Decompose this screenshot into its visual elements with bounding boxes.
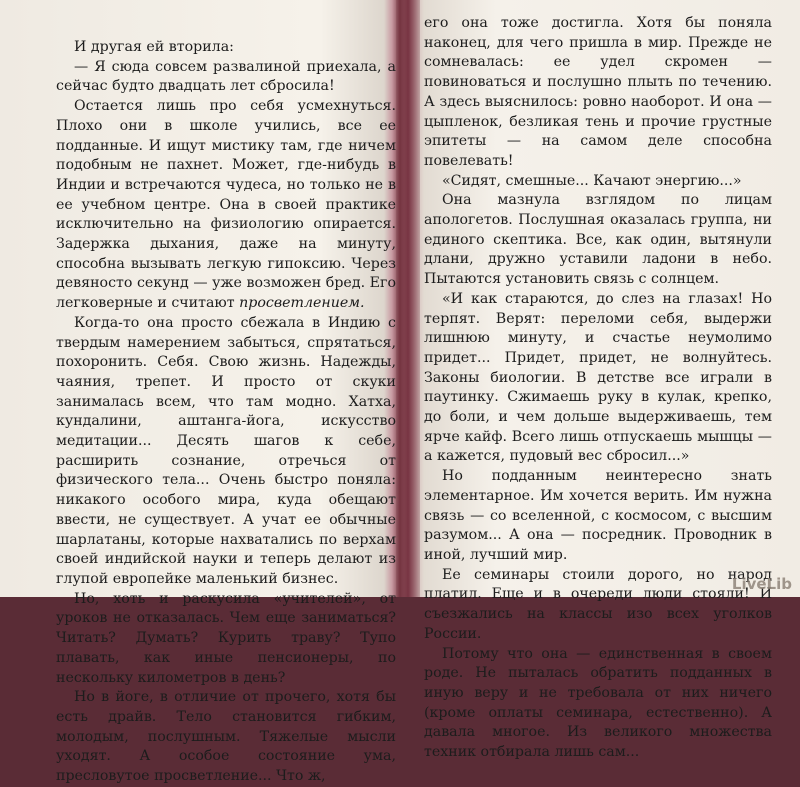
left-paragraph-3-text: Остается лишь про себя усмехнуться. Плохо они в школе учились, все ее подданные. И ищут мистику там, где ничем подобным не пахнет. Может, где-нибудь в Индии и встречаются чудеса, но только не в ее учебном центре. Она в своей практике исключительно на физиологию опирается. Задержка дыхания, даже на минуту, способна вызывать легкую гипоксию. Через девяносто секунд — уже возможен бред. Его легковерные и считают bbox=[56, 98, 396, 312]
left-paragraph-2: — Я сюда совсем развалиной приехала, а сейчас будто двадцать лет сбросила! bbox=[56, 58, 396, 95]
left-paragraph-3 bbox=[56, 97, 396, 314]
right-paragraph-5: Но подданным неинтересно знать элементарное. Им хочется верить. Им нужна связь — со вселенной, с космосом, с высшим разумом... А она — посредник. Проводник в иной, лучший мир. bbox=[424, 468, 772, 563]
right-paragraph-7: Потому что она — единственная в своем роде. Не пыталась обратить подданных в иную веру и не требовала от них ничего (кроме оплаты семинара, естественно). А давала многое. Из великого множества техник отбирала лишь сам... bbox=[424, 645, 772, 761]
right-paragraph-3: Она мазнула взглядом по лицам апологетов. Послушная оказалась группа, ни единого скептика. Все, как один, вытянули длани, дружно уставили ладони в небо. Пытаются установить связь с солнцем. bbox=[424, 192, 772, 288]
italic-term: просветлением. bbox=[239, 295, 365, 312]
left-page bbox=[56, 38, 396, 785]
right-page bbox=[424, 14, 772, 761]
right-paragraph-1: его она тоже достигла. Хотя бы поняла наконец, для чего пришла в мир. Прежде не сомневалась: ее удел скромен — повиноваться и послушно плыть по течению. А здесь выяснилось: ровно наоборот. И она — цыпленок, безликая тень и прочие грустные эпитеты — на самом деле способна повелевать! bbox=[424, 15, 772, 169]
book-gutter bbox=[396, 0, 420, 597]
left-paragraph-6: Но в йоге, в отличие от прочего, хотя бы есть драйв. Тело становится гибким, молодым, послушным. Тяжелые мысли уходят. А особое состояние ума, пресловутое просветление... Что ж, bbox=[56, 689, 396, 785]
right-paragraph-2: «Сидят, смешные... Качают энергию...» bbox=[442, 172, 742, 189]
left-paragraph-4: Когда-то она просто сбежала в Индию с твердым намерением забыться, спрятаться, похоронить. Себя. Свою жизнь. Надежды, чаяния, трепет. И просто от скуки занималась всем, что там модно. Хатха, кундалини, аштанга-йога, искусство медитации... Десять шагов к себе, расширить сознание, отречься от физического тела... Очень быстро поняла: никакого особого мира, куда обещают ввести, не существует. А учат ее обычные шарлатаны, которые нахватались по верхам своей индийской науки и теперь делают из глупой европейке маленький бизнес. bbox=[56, 314, 396, 587]
right-paragraph-6: Ее семинары стоили дорого, но народ платил. Еще и в очереди люди стояли! И съезжались на классы изо всех уголков России. bbox=[424, 566, 772, 642]
watermark-logo: LiveLib bbox=[731, 575, 792, 593]
left-paragraph-5: Но, хоть и раскусила «учителей», от уроков не отказалась. Чем еще заниматься? Читать? Думать? Курить траву? Тупо плавать, как иные пенсионеры, по нескольку километров в день? bbox=[56, 590, 396, 686]
left-paragraph-1: И другая ей вторила: bbox=[74, 39, 234, 55]
right-paragraph-4: «И как стараются, до слез на глазах! Но терпят. Верят: переломи себя, выдержи лишнюю минуту, и счастье неумолимо придет... Придет, придет, не волнуйтесь. Законы биологии. В детстве все играли в паутинку. Сжимаешь руку в кулак, крепко, до боли, и чем дольше выдерживаешь, тем ярче кайф. Всего лишь отпускаешь мышцы — а кажется, пудовый вес сбросил...» bbox=[424, 290, 772, 465]
